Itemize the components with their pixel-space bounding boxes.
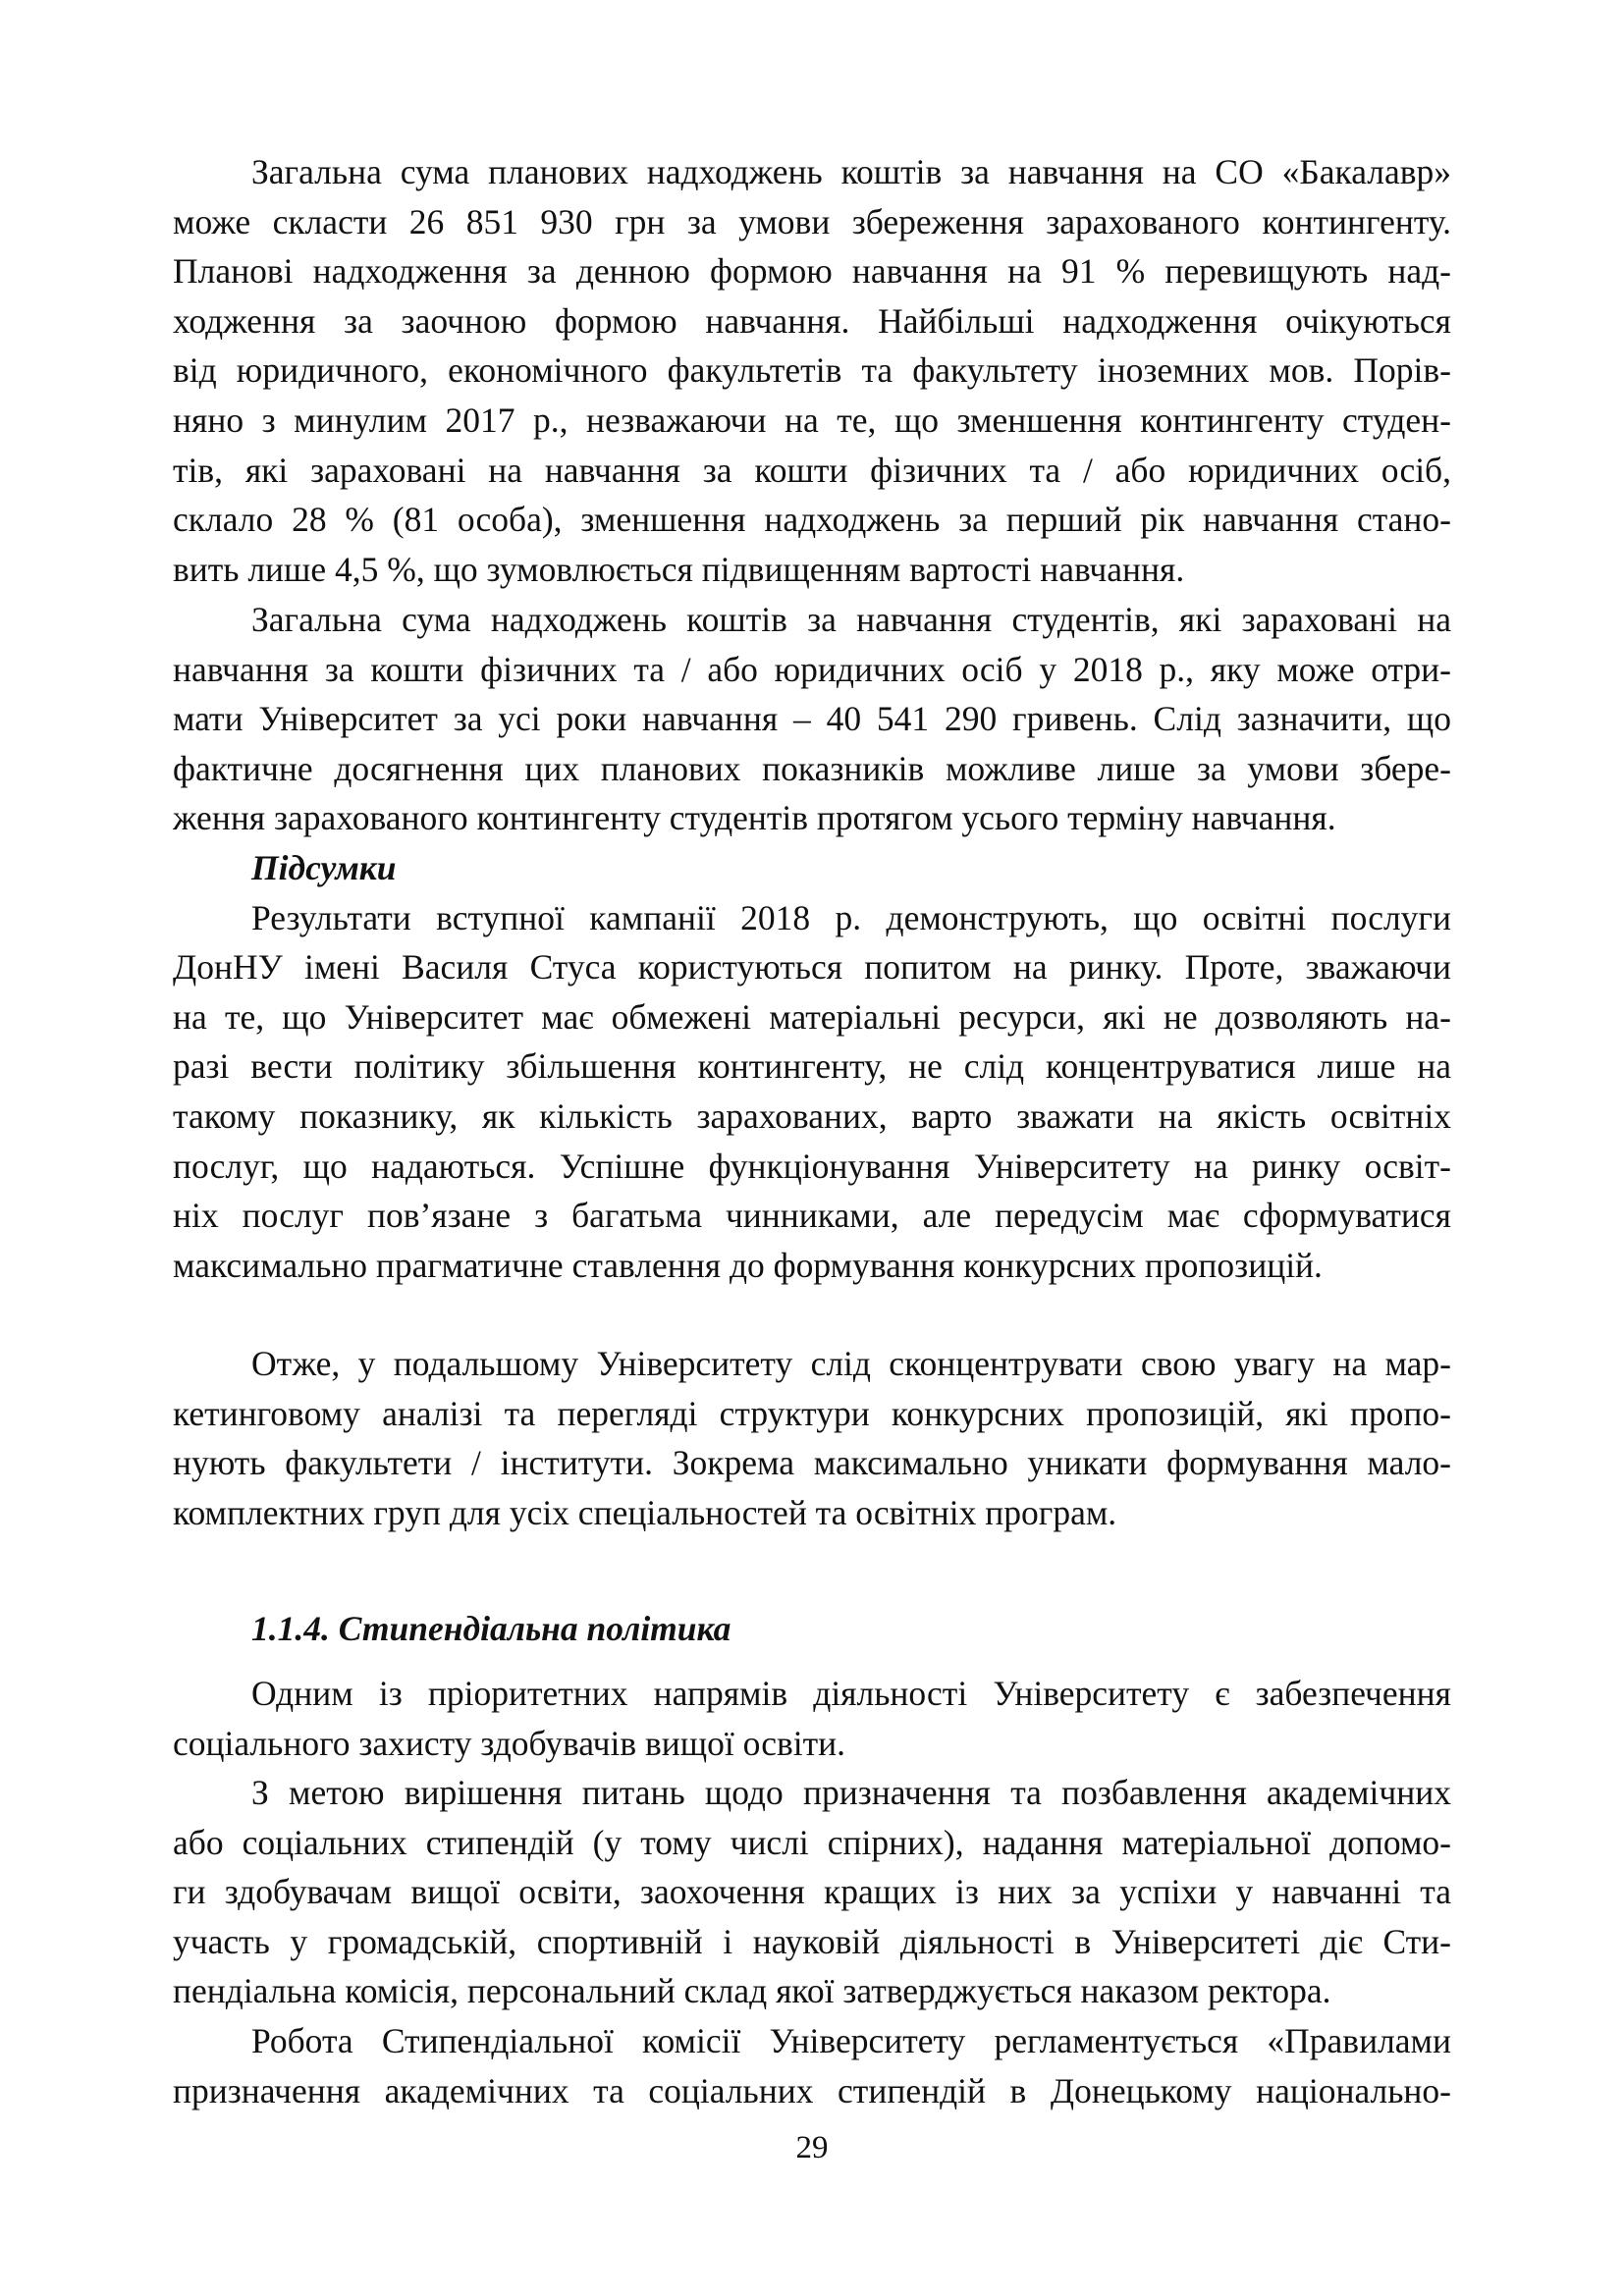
paragraph-line: ження зарахованого контингенту студентів протягом усього терміну навчання. [173,798,1336,838]
paragraph-line: няно з минулим 2017 р., незважаючи на те, що зменшення контингенту студен- [173,400,1451,440]
paragraph-line: призначення академічних та соціальних стипендій в Донецькому національно- [173,2070,1451,2110]
paragraph-line: від юридичного, економічного факультетів та факультету іноземних мов. Порів- [173,350,1451,391]
paragraph-line: соціального захисту здобувачів вищої освіти. [173,1723,845,1763]
paragraph-commission-rules [173,2016,1451,2115]
paragraph-line: участь у громадській, спортивній і науковій діяльності в Університеті діє Сти- [173,1921,1451,1961]
paragraph-line: тів, які зараховані на навчання за кошти фізичних та / або юридичних осіб, [173,450,1451,490]
summary-section [173,843,1451,1290]
paragraph-line: фактичне досягнення цих планових показників можливе лише за умови збере- [173,748,1451,788]
section-heading: 1.1.4. Стипендіальна політика [251,1609,731,1648]
paragraph-line: кетинговому аналізі та перегляді структури конкурсних пропозицій, які пропо- [173,1393,1451,1433]
paragraph-line: Отже, у подальшому Університету слід сконцентрувати свою увагу на мар- [251,1344,1451,1383]
paragraph-line: мати Університет за усі роки навчання – 40 541 290 гривень. Слід зазначити, що [173,699,1451,739]
paragraph-line: такому показнику, як кількість зарахованих, варто зважати на якість освітніх [173,1095,1451,1136]
paragraph-line: Одним із пріоритетних напрямів діяльності Університету є забезпечення [251,1674,1451,1713]
paragraph-line: на те, що Університет має обмежені матеріальні ресурси, які не дозволяють на- [173,996,1451,1037]
paragraph-line: пендіальна комісія, персональний склад якої затверджується наказом ректора. [173,1971,1331,2011]
paragraph-line: вить лише 4,5 %, що зумовлюється підвищенням вартості навчання. [173,549,1185,589]
paragraph-income-bachelor [173,147,1451,594]
paragraph-line: Результати вступної кампанії 2018 р. демонструють, що освітні послуги [251,897,1451,937]
paragraph-line: послуг, що надаються. Успішне функціонування Університету на ринку освіт- [173,1146,1451,1186]
paragraph-scholarship-commission [173,1768,1451,2016]
paragraph-line: Робота Стипендіальної комісії Університету регламентується «Правилами [251,2021,1451,2060]
paragraph-line: навчання за кошти фізичних та / або юридичних осіб у 2018 р., яку може отри- [173,649,1451,689]
paragraph-priority [173,1669,1451,1768]
paragraph-line: З метою вирішення питань щодо призначення та позбавлення академічних [251,1773,1451,1812]
paragraph-line: ніх послуг пов’язане з багатьма чинниками, але передусім має сформуватися [173,1196,1451,1236]
paragraph-line: склало 28 % (81 особа), зменшення надходжень за перший рік навчання стано- [173,500,1451,540]
paragraph-conclusion [173,1339,1451,1537]
paragraph-line: разі вести політику збільшення контингенту, не слід концентруватися лише на [173,1046,1451,1087]
paragraph-line: або соціальних стипендій (у тому числі спірних), надання матеріальної допомо- [173,1822,1451,1862]
paragraph-line: максимально прагматичне ставлення до формування конкурсних пропозицій. [173,1245,1323,1285]
summary-heading: Підсумки [251,848,397,887]
paragraph-line: ДонНУ імені Василя Стуса користуються попитом на ринку. Проте, зважаючи [173,947,1451,988]
paragraph-line: Загальна сума надходжень коштів за навчання студентів, які зараховані на [251,600,1451,639]
paragraph-line: комплектних груп для усіх спеціальностей та освітніх програм. [173,1492,1117,1532]
paragraph-line: ходження за заочною формою навчання. Найбільші надходження очікуються [173,300,1451,341]
paragraph-line: нують факультети / інститути. Зокрема максимально уникати формування мало- [173,1443,1451,1483]
section-heading-block [173,1604,1451,1654]
paragraph-line: Загальна сума планових надходжень коштів за навчання на СО «Бакалавр» [251,152,1451,191]
paragraph-total-income [173,595,1451,843]
paragraph-line: Планові надходження за денною формою навчання на 91 % перевищують над- [173,251,1451,292]
paragraph-line: ги здобувачам вищої освіти, заохочення кращих із них за успіхи у навчанні та [173,1872,1451,1912]
page-number: 29 [795,2130,829,2165]
paragraph-line: може скласти 26 851 930 грн за умови збереження зарахованого контингенту. [173,201,1451,241]
